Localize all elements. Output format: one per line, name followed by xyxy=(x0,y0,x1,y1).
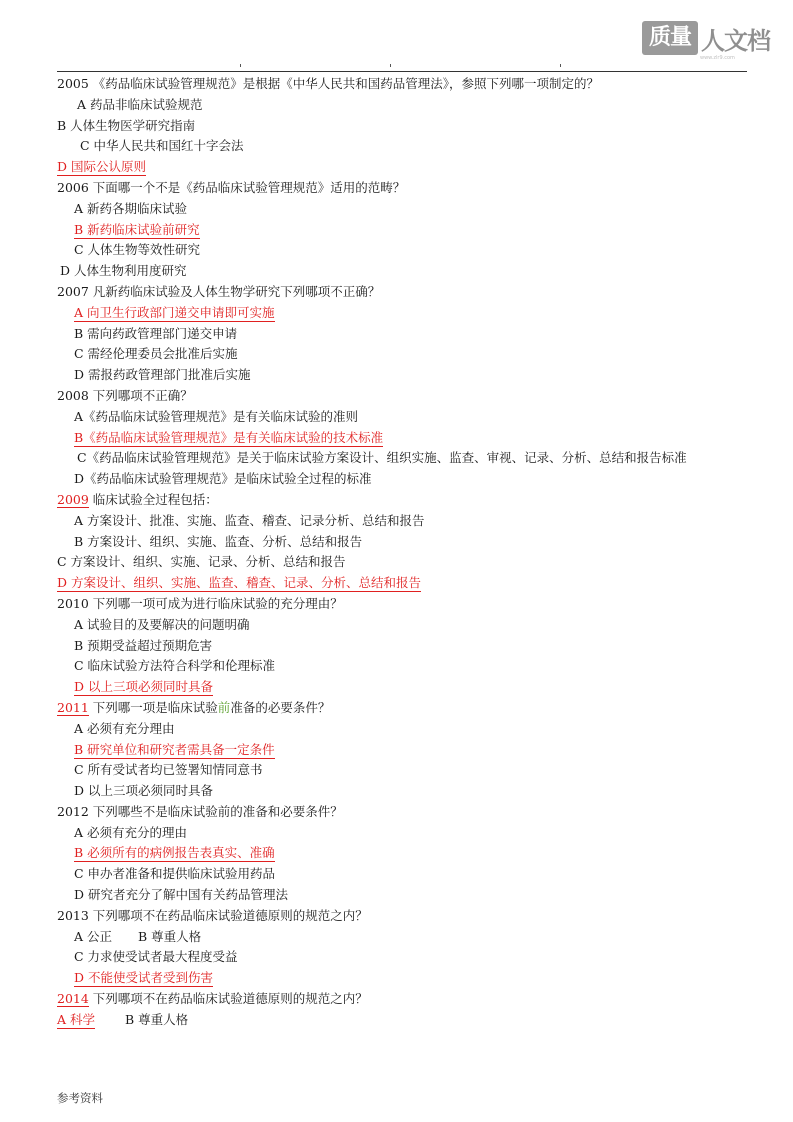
answer-text: D 以上三项必须同时具备 xyxy=(74,679,213,695)
option: A 方案设计、批准、实施、监查、稽查、记录分析、总结和报告 xyxy=(74,512,425,528)
option: A 药品非临床试验规范 xyxy=(77,96,203,112)
option: A 新药各期临床试验 xyxy=(74,200,188,216)
option: B 人体生物医学研究指南 xyxy=(57,117,196,133)
question-stem xyxy=(57,989,757,1010)
option: A 公正 xyxy=(74,928,113,944)
option-answer xyxy=(57,573,757,594)
question-stem: 2010 下列哪一项可成为进行临床试验的充分理由？ xyxy=(57,595,343,611)
question-text: 临床试验全过程包括： xyxy=(88,491,218,507)
option-answer xyxy=(57,843,757,864)
question-text: 准备的必要条件？ xyxy=(230,699,331,715)
option-row xyxy=(57,1010,757,1031)
option: C 需经伦理委员会批准后实施 xyxy=(74,346,238,362)
answer-text: D 国际公认原则 xyxy=(57,159,146,175)
logo-mark: 质量 xyxy=(642,21,698,55)
option: B 预期受益超过预期危害 xyxy=(74,637,213,653)
option: C 人体生物等效性研究 xyxy=(74,242,201,258)
option-answer xyxy=(57,303,757,324)
option: B 尊重人格 xyxy=(138,928,202,944)
option: D 人体生物利用度研究 xyxy=(60,263,187,279)
option: C 临床试验方法符合科学和伦理标准 xyxy=(74,658,276,674)
answer-text: B《药品临床试验管理规范》是有关临床试验的技术标准 xyxy=(74,429,384,445)
option-answer xyxy=(57,157,757,178)
header-tick-mark xyxy=(390,64,391,67)
option: C 申办者准备和提供临床试验用药品 xyxy=(74,866,276,882)
answer-text: D 方案设计、组织、实施、监查、稽查、记录、分析、总结和报告 xyxy=(57,575,421,591)
answer-text: B 新药临床试验前研究 xyxy=(74,221,200,237)
question-stem xyxy=(57,490,757,511)
option: D 研究者充分了解中国有关药品管理法 xyxy=(74,887,288,903)
question-number: 2011 xyxy=(57,699,89,715)
answer-text: D 不能使受试者受到伤害 xyxy=(74,970,213,986)
question-stem: 2012 下列哪些不是临床试验前的准备和必要条件？ xyxy=(57,803,343,819)
question-stem: 2005 《药品临床试验管理规范》是根据《中华人民共和国药品管理法》，参照下列哪一项制定的？ xyxy=(57,76,600,91)
option: D 需报药政管理部门批准后实施 xyxy=(74,367,251,383)
answer-text: A 科学 xyxy=(57,1011,96,1027)
option: C 所有受试者均已签署知情同意书 xyxy=(74,762,263,778)
option-answer xyxy=(57,428,757,449)
logo-wordmark: 人文档 xyxy=(701,26,770,55)
question-stem: 2008 下列哪项不正确？ xyxy=(57,387,193,403)
logo-url: www.zlr9.com xyxy=(700,55,735,61)
answer-text: B 必须所有的病例报告表真实、准确 xyxy=(74,845,275,861)
option-answer xyxy=(57,1012,95,1029)
option-answer xyxy=(57,740,757,761)
option: B 尊重人格 xyxy=(125,1011,189,1027)
question-stem: 2013 下列哪项不在药品临床试验道德原则的规范之内？ xyxy=(57,907,368,923)
option: C 中华人民共和国红十字会法 xyxy=(80,138,244,154)
option-answer xyxy=(57,220,757,241)
option: C 力求使受试者最大程度受益 xyxy=(74,949,238,965)
page-footer: 参考资料 xyxy=(57,1091,103,1105)
question-text: 下列哪一项是临床试验 xyxy=(88,699,218,715)
answer-text: B 研究单位和研究者需具备一定条件 xyxy=(74,741,275,757)
option: A《药品临床试验管理规范》是有关临床试验的准则 xyxy=(74,408,359,424)
site-logo[interactable] xyxy=(642,18,782,58)
question-number: 2014 xyxy=(57,991,89,1007)
option-row xyxy=(57,927,757,948)
question-text: 下列哪项不在药品临床试验道德原则的规范之内？ xyxy=(88,991,368,1007)
option: C 方案设计、组织、实施、记录、分析、总结和报告 xyxy=(57,554,346,570)
option: B 需向药政管理部门递交申请 xyxy=(74,325,238,341)
option: A 必须有充分理由 xyxy=(74,720,175,736)
question-stem: 2006 下面哪一个不是《药品临床试验管理规范》适用的范畴？ xyxy=(57,179,406,195)
option: C《药品临床试验管理规范》是关于临床试验方案设计、组织实施、监查、审视、记录、分析、总结和报告标准 xyxy=(77,450,687,466)
question-number: 2009 xyxy=(57,491,89,507)
question-list xyxy=(57,74,757,1031)
question-stem: 2007 凡新药临床试验及人体生物学研究下列哪项不正确？ xyxy=(57,283,381,299)
option: D 以上三项必须同时具备 xyxy=(74,783,213,799)
question-stem xyxy=(57,698,757,719)
option: A 试验目的及要解决的问题明确 xyxy=(74,616,250,632)
option: A 必须有充分的理由 xyxy=(74,824,188,840)
option-answer xyxy=(57,968,757,989)
header-tick-mark xyxy=(560,64,561,67)
header-tick-mark xyxy=(240,64,241,67)
header-rule xyxy=(57,71,747,72)
option: B 方案设计、组织、实施、监查、分析、总结和报告 xyxy=(74,533,363,549)
option: D《药品临床试验管理规范》是临床试验全过程的标准 xyxy=(74,471,372,487)
option-answer xyxy=(57,677,757,698)
highlight-text: 前 xyxy=(217,699,231,715)
answer-text: A 向卫生行政部门递交申请即可实施 xyxy=(74,304,275,320)
